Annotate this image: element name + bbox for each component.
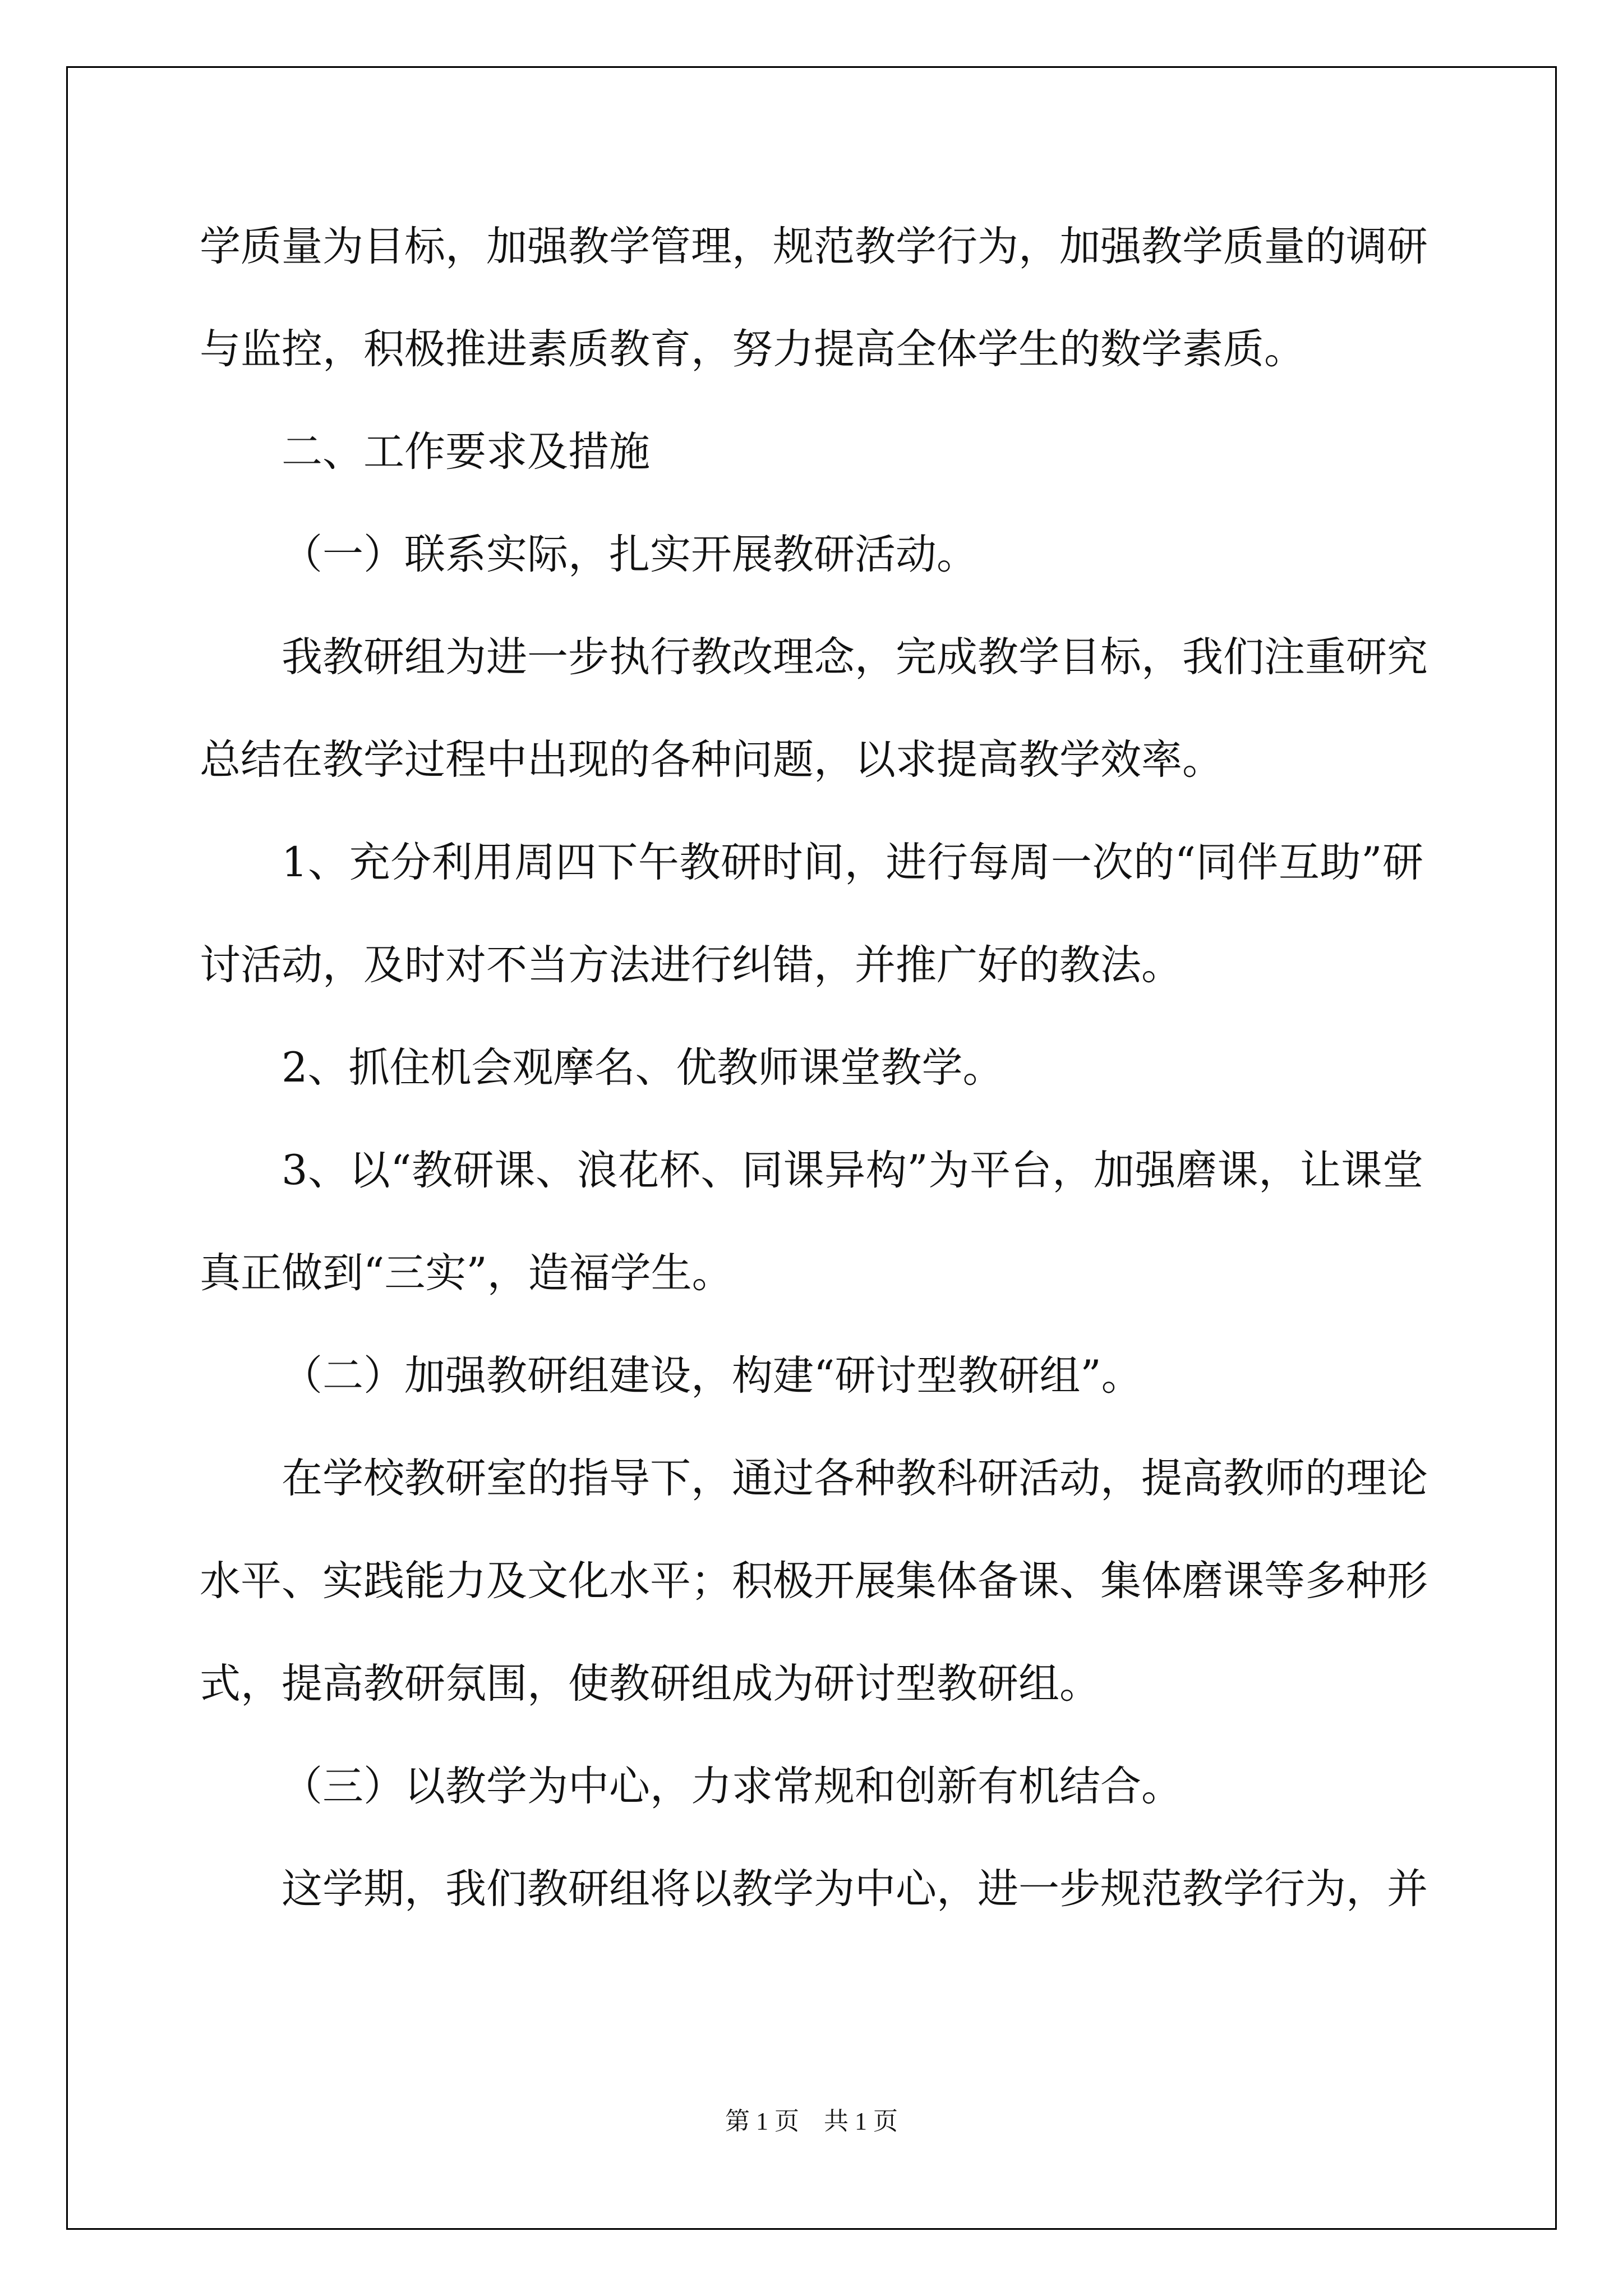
- text-line: 水平、实践能力及文化水平；积极开展集体备课、集体磨课等多种形: [200, 1557, 1428, 1605]
- subsection-heading: （一）联系实际，扎实开展教研活动。: [282, 531, 978, 578]
- text-line: 我教研组为进一步执行教改理念，完成教学目标，我们注重研究: [282, 633, 1428, 681]
- text-line: 真正做到“三实”，造福学生。: [200, 1249, 733, 1297]
- text-line: 1、充分利用周四下午教研时间，进行每周一次的“同伴互助”研: [282, 839, 1423, 886]
- text-line: 3、以“教研课、浪花杯、同课异构”为平台，加强磨课，让课堂: [282, 1147, 1423, 1194]
- subsection-heading: （二）加强教研组建设，构建“研讨型教研组”。: [282, 1352, 1142, 1400]
- page-footer: [0, 2105, 1623, 2138]
- section-heading: 二、工作要求及措施: [282, 428, 650, 476]
- text-line: 式，提高教研氛围，使教研组成为研讨型教研组。: [200, 1660, 1100, 1708]
- page-total: 共 1 页: [824, 2108, 898, 2135]
- page-number: 第 1 页: [725, 2108, 799, 2135]
- text-line: 讨活动，及时对不当方法进行纠错，并推广好的教法。: [200, 941, 1182, 989]
- text-line: 总结在教学过程中出现的各种问题，以求提高教学效率。: [200, 736, 1223, 784]
- text-line: 2、抓住机会观摩名、优教师课堂教学。: [282, 1044, 1004, 1092]
- subsection-heading: （三）以教学为中心，力求常规和创新有机结合。: [282, 1763, 1182, 1810]
- text-line: 学质量为目标，加强教学管理，规范教学行为，加强教学质量的调研: [200, 223, 1428, 270]
- text-line: 这学期，我们教研组将以教学为中心，进一步规范教学行为，并: [282, 1865, 1428, 1913]
- text-line: 在学校教研室的指导下，通过各种教科研活动，提高教师的理论: [282, 1455, 1428, 1502]
- text-line: 与监控，积极推进素质教育，努力提高全体学生的数学素质。: [200, 325, 1305, 373]
